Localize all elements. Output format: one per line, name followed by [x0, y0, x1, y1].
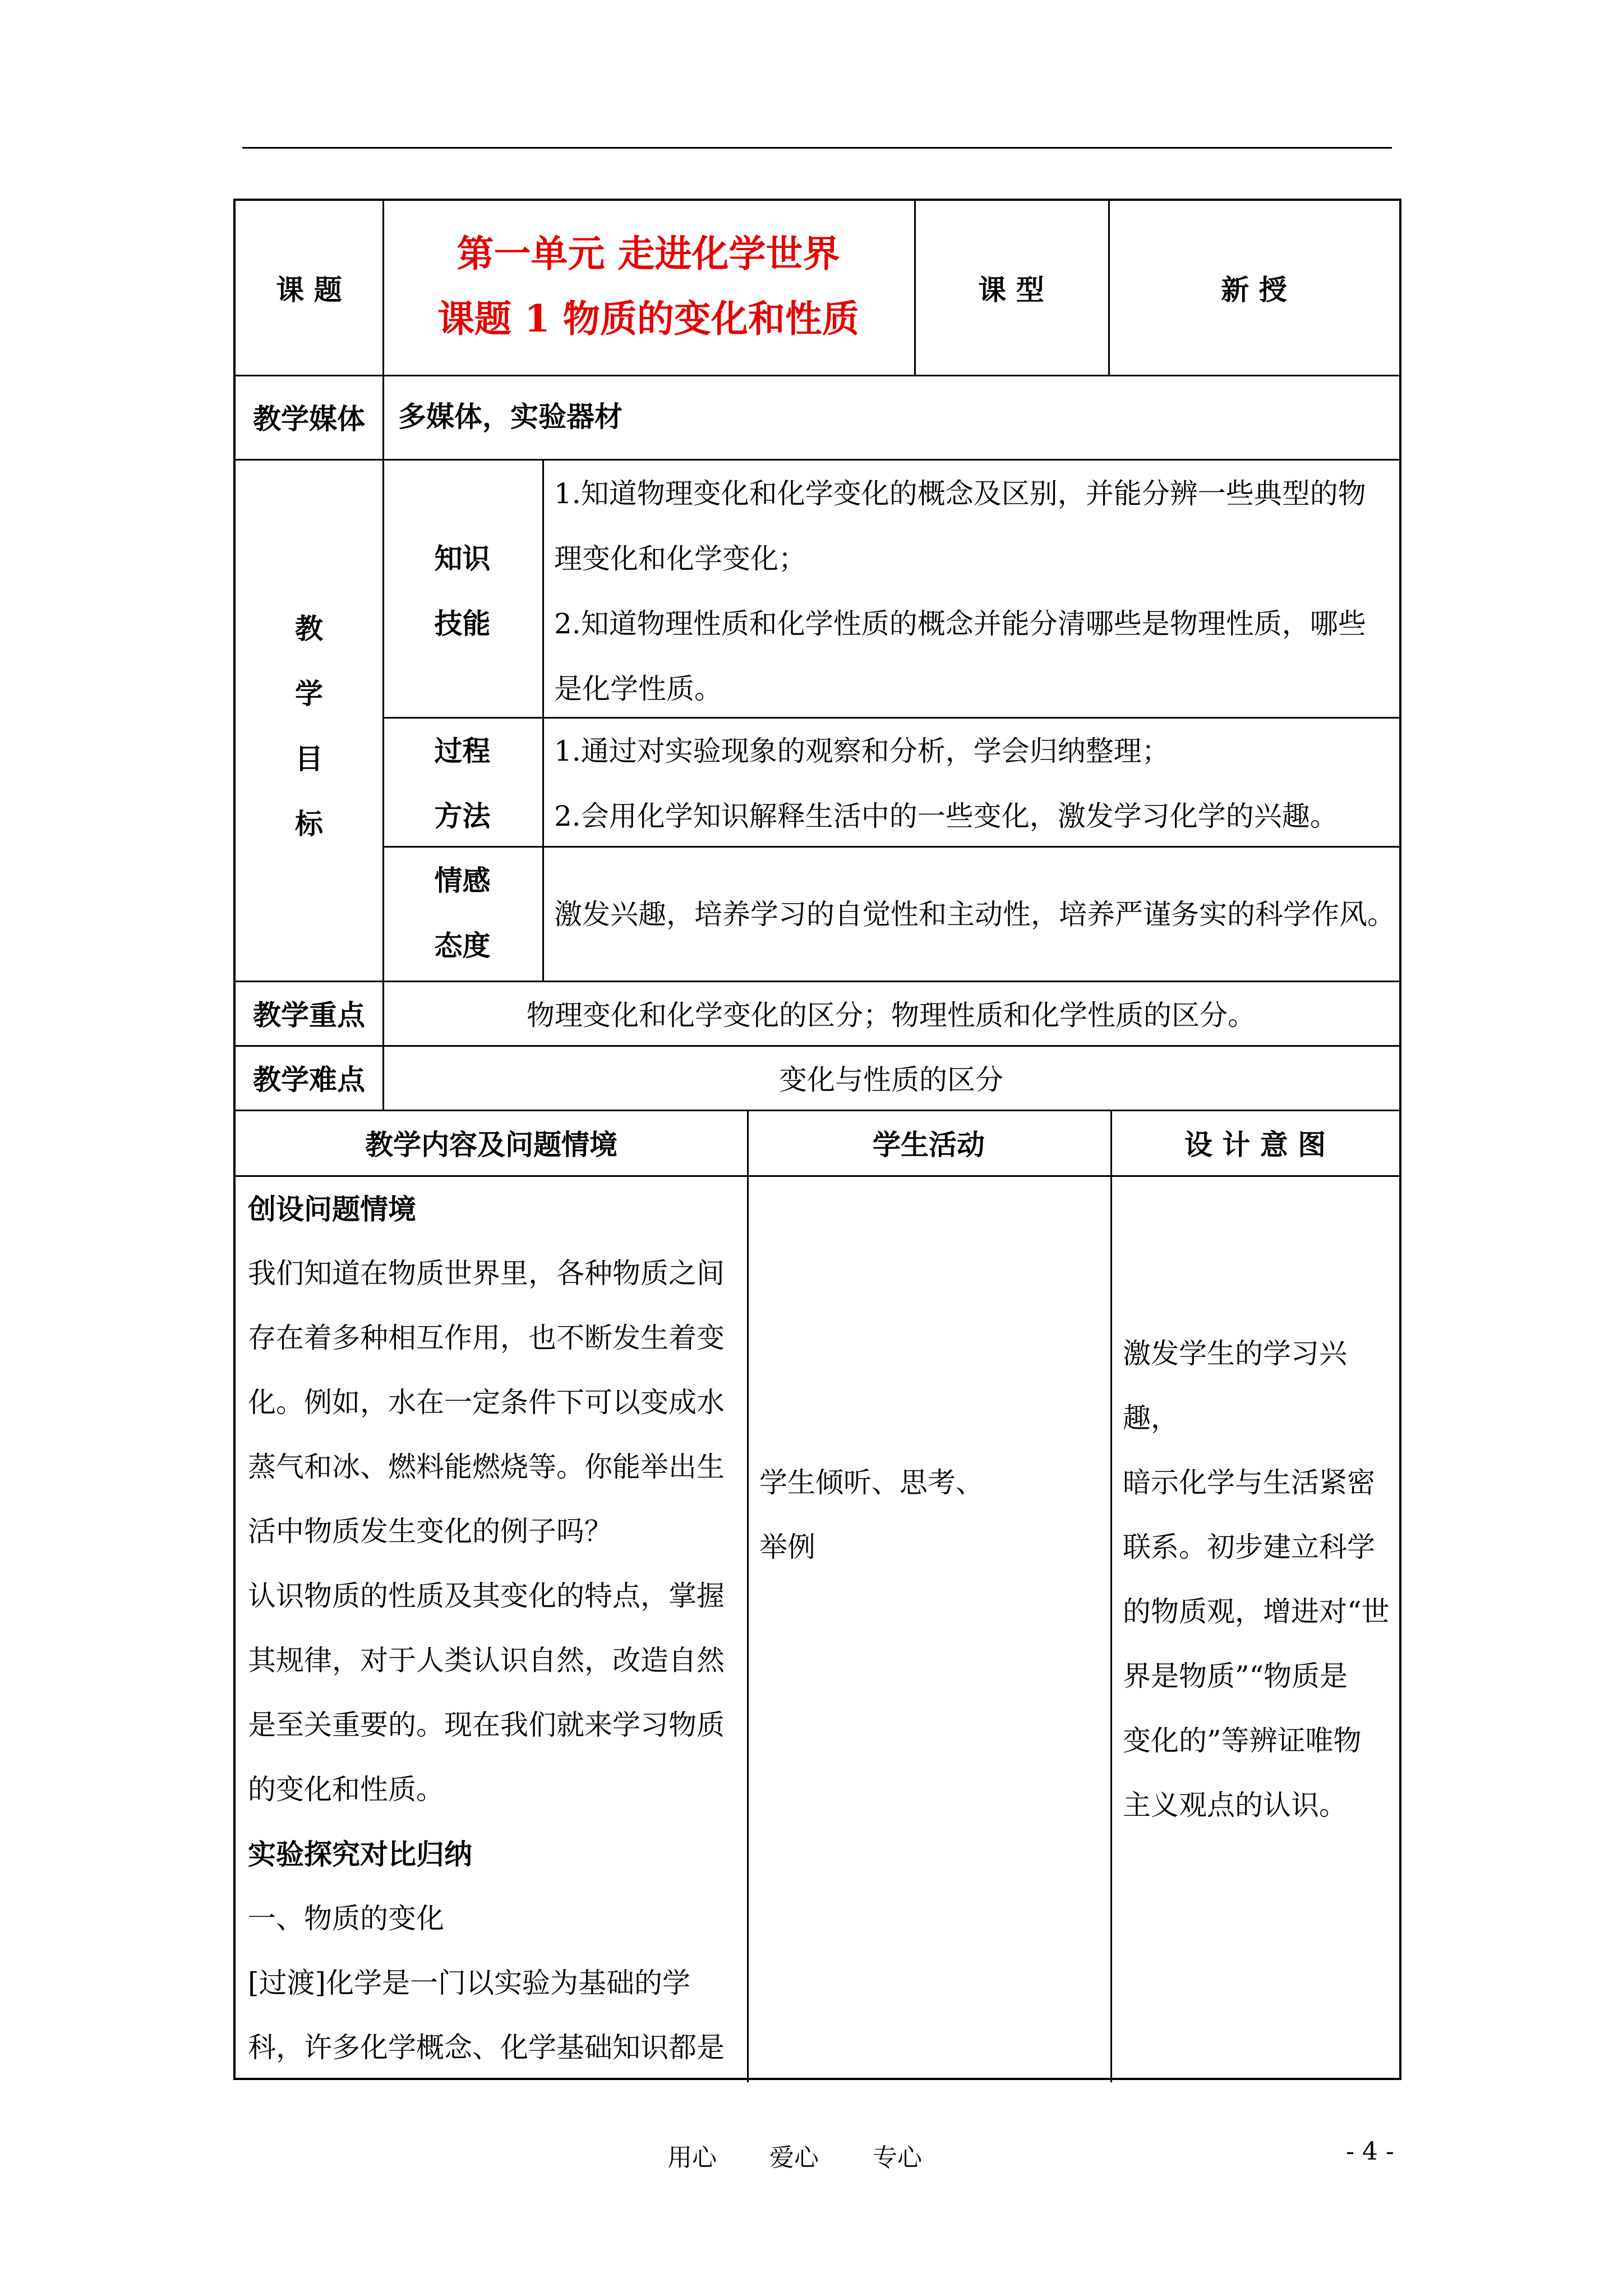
knowledge-label-line: 知识 — [434, 542, 491, 575]
content-line: 一、物质的变化 — [248, 1902, 444, 1935]
process-line: 1.通过对实验现象的观察和分析，学会归纳整理； — [554, 735, 1170, 767]
intent-line: 暗示化学与生活紧密 — [1123, 1466, 1375, 1499]
teaching-content — [236, 1177, 747, 2080]
page-number: - 4 - — [1346, 2137, 1394, 2166]
type-label: 课 型 — [978, 273, 1044, 306]
grid-line — [236, 1045, 1400, 1047]
activity-line: 举例 — [759, 1531, 815, 1563]
grid-line — [236, 981, 1400, 982]
intent-line: 主义观点的认识。 — [1123, 1789, 1347, 1821]
type-value: 新 授 — [1221, 273, 1287, 306]
process-label-line: 过程 — [434, 734, 491, 767]
emotion-text: 激发兴趣，培养学习的自觉性和主动性，培养严谨务实的科学作风。 — [554, 898, 1395, 931]
intent-line: 的物质观，增进对“世 — [1123, 1595, 1390, 1628]
process-text — [554, 719, 1395, 849]
content-line: 我们知道在物质世界里，各种物质之间 — [248, 1257, 725, 1290]
difficulty-label: 教学难点 — [253, 1062, 365, 1096]
objectives-char: 标 — [295, 807, 323, 840]
grid-line — [382, 717, 1400, 719]
objectives-label — [236, 596, 382, 857]
knowledge-line: 理变化和化学变化； — [554, 542, 806, 575]
grid-line — [1108, 201, 1110, 375]
content-line: 蒸气和冰、燃料能燃烧等。你能举出生 — [248, 1451, 725, 1483]
header-rule — [242, 147, 1392, 149]
grid-line — [914, 201, 916, 375]
content-line: 存在着多种相互作用，也不断发生着变 — [248, 1322, 725, 1354]
unit-title: 第一单元 走进化学世界 — [457, 232, 840, 275]
content-heading: 实验探究对比归纳 — [248, 1838, 472, 1871]
intent-line: 激发学生的学习兴趣， — [1123, 1337, 1347, 1434]
content-line: [过渡]化学是一门以实验为基础的学 — [248, 1967, 691, 1999]
knowledge-line: 是化学性质。 — [554, 673, 722, 705]
lesson-subtitle: 课题 1 物质的变化和性质 — [437, 297, 859, 341]
content-line: 认识物质的性质及其变化的特点，掌握 — [248, 1580, 725, 1612]
grid-line — [382, 846, 1400, 848]
emotion-label-line: 态度 — [434, 929, 491, 962]
objectives-char: 学 — [295, 677, 323, 710]
intent-line: 变化的”等辨证唯物 — [1123, 1724, 1362, 1757]
topic-label: 课 题 — [276, 273, 342, 306]
grid-line — [542, 459, 544, 981]
grid-line — [1110, 1110, 1112, 2082]
lesson-plan-table — [233, 199, 1401, 2080]
intent-line: 联系。初步建立科学 — [1123, 1531, 1375, 1563]
student-activity — [747, 1451, 1110, 1580]
content-line: 是至关重要的。现在我们就来学习物质 — [248, 1709, 725, 1741]
grid-line — [236, 1175, 1400, 1177]
content-line: 其规律，对于人类认识自然，改造自然 — [248, 1644, 725, 1677]
emotion-label-line: 情感 — [434, 864, 491, 897]
emotion-label — [382, 848, 542, 978]
process-line: 2.会用化学知识解释生活中的一些变化，激发学习化学的兴趣。 — [554, 800, 1338, 832]
knowledge-text — [554, 461, 1395, 721]
footer-motto-2: 爱心 — [769, 2143, 819, 2172]
design-intent — [1110, 1322, 1402, 1838]
activity-header: 学生活动 — [873, 1128, 985, 1161]
grid-line — [236, 1110, 1400, 1111]
grid-line — [382, 201, 384, 1110]
footer-motto-1: 用心 — [667, 2143, 717, 2172]
content-line: 化。例如，水在一定条件下可以变成水 — [248, 1386, 725, 1419]
grid-line — [236, 459, 1400, 461]
process-label — [382, 719, 542, 849]
key-point-label: 教学重点 — [253, 998, 365, 1032]
content-line: 科，许多化学概念、化学基础知识都是 — [248, 2031, 725, 2064]
grid-line — [236, 375, 1400, 376]
content-line: 的变化和性质。 — [248, 1773, 444, 1806]
knowledge-line: 1.知道物理变化和化学变化的概念及区别，并能分辨一些典型的物 — [554, 477, 1366, 510]
objectives-char: 目 — [295, 742, 323, 775]
content-heading: 创设问题情境 — [248, 1193, 416, 1226]
content-line: 活中物质发生变化的例子吗？ — [248, 1515, 612, 1548]
objectives-char: 教 — [295, 612, 323, 645]
lesson-title — [382, 221, 914, 351]
knowledge-label — [382, 526, 542, 656]
knowledge-line: 2.知道物理性质和化学性质的概念并能分清哪些是物理性质，哪些 — [554, 608, 1366, 640]
content-header: 教学内容及问题情境 — [365, 1128, 617, 1161]
activity-line: 学生倾听、思考、 — [759, 1466, 984, 1499]
difficulty-value: 变化与性质的区分 — [779, 1063, 1003, 1096]
key-point-value: 物理变化和化学变化的区分；物理性质和化学性质的区分。 — [527, 999, 1256, 1032]
grid-line — [747, 1110, 749, 2082]
intent-line: 界是物质”“物质是 — [1123, 1660, 1348, 1692]
knowledge-label-line: 技能 — [434, 607, 491, 640]
media-label: 教学媒体 — [253, 402, 365, 435]
process-label-line: 方法 — [434, 799, 491, 832]
media-value: 多媒体，实验器材 — [398, 400, 623, 433]
intent-header: 设 计 意 图 — [1184, 1128, 1326, 1161]
footer-motto-3: 专心 — [873, 2143, 922, 2172]
